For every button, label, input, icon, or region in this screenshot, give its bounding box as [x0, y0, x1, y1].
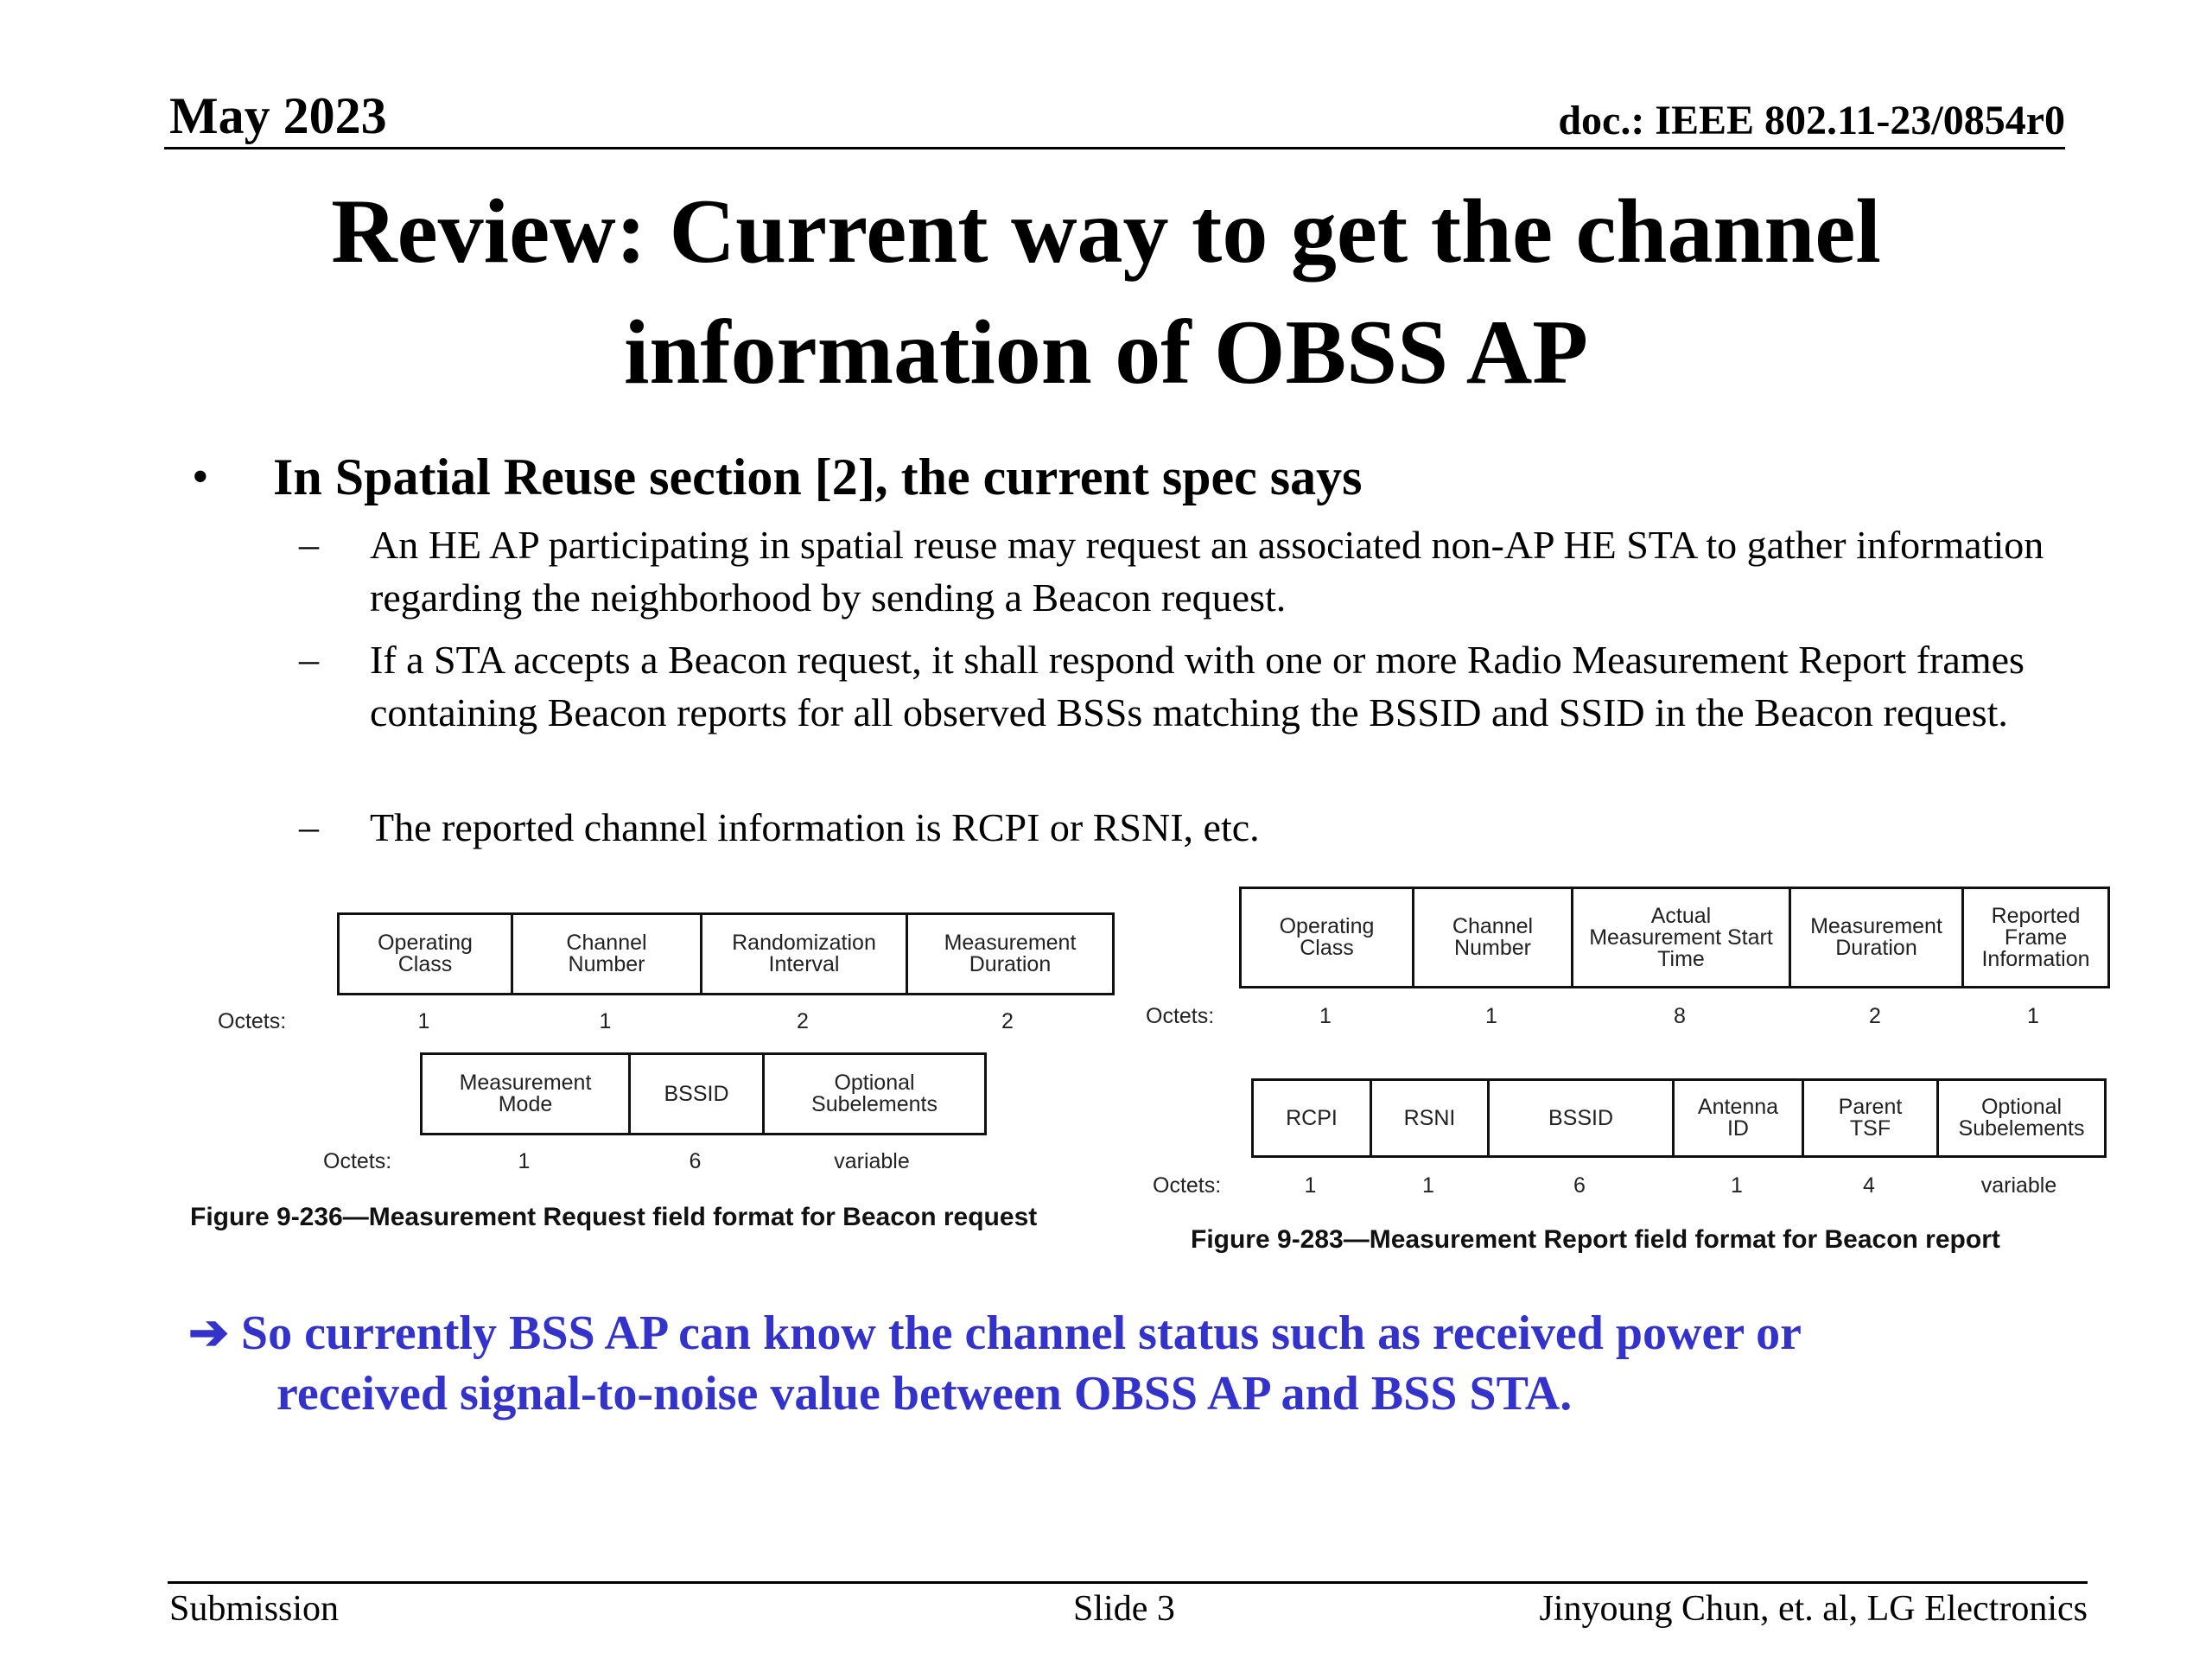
- header-date: May 2023: [169, 87, 387, 144]
- request-field-measurement-duration: Measurement Duration: [944, 931, 1077, 976]
- request-field-channel-number: Channel Number: [513, 915, 702, 993]
- report-octets-row2: [1251, 1173, 2101, 1198]
- report-octets-parent-tsf: 4: [1863, 1173, 1875, 1198]
- header-rule: [164, 147, 2065, 149]
- sub-bullet-dash-2: –: [299, 637, 319, 681]
- request-octets-measurement-duration: 2: [1001, 1009, 1014, 1033]
- report-octets-measurement-duration: 2: [1869, 1004, 1881, 1028]
- report-field-table-row1: [1239, 887, 2110, 988]
- report-octets-actual-measurement-start-time: 8: [1674, 1004, 1686, 1028]
- sub-bullet-dash-3: –: [299, 804, 319, 849]
- report-field-actual-measurement-start-time: Actual Measurement Start Time: [1573, 889, 1791, 986]
- request-field-optional-subelements: Optional Subelements: [811, 1071, 938, 1116]
- report-octets-antenna-id: 1: [1731, 1173, 1743, 1198]
- request-octets-operating-class: 1: [417, 1009, 430, 1033]
- request-octets-randomization-interval: 2: [797, 1009, 809, 1033]
- report-field-rsni: RSNI: [1372, 1081, 1490, 1155]
- request-octets-bssid: 6: [689, 1149, 702, 1173]
- header-doc-id: doc.: IEEE 802.11-23/0854r0: [1558, 98, 2065, 143]
- slide-title-line1: Review: Current way to get the channel: [331, 181, 1881, 282]
- bullet-marker: •: [192, 450, 209, 504]
- report-field-antenna-id: Antenna ID: [1675, 1081, 1804, 1155]
- sub-bullet-dash-1: –: [299, 522, 319, 566]
- request-octets-measurement-mode: 1: [518, 1149, 531, 1173]
- request-octets-label-row2: Octets:: [323, 1149, 392, 1173]
- report-octets-label-row2: Octets:: [1153, 1173, 1222, 1198]
- report-octets-rcpi: 1: [1304, 1173, 1317, 1198]
- conclusion-text: [188, 1303, 2020, 1424]
- slide-title-line2: information of OBSS AP: [623, 302, 1589, 403]
- request-octets-row2: [420, 1149, 982, 1174]
- request-octets-label-row1: Octets:: [218, 1009, 287, 1033]
- report-field-reported-frame-information: Reported Frame Information: [1981, 903, 2090, 971]
- footer-rule: [168, 1581, 2088, 1584]
- report-octets-label-row1: Octets:: [1146, 1004, 1215, 1028]
- report-octets-row1: [1239, 1004, 2105, 1029]
- report-field-table-row2: [1251, 1078, 2107, 1158]
- request-field-table-row1: [337, 912, 1115, 995]
- sub-bullet-2: If a STA accepts a Beacon request, it shall respond with one or more Radio Measurement Report frames containing Beacon reports for all observed BSSs matching the BSSID and SSID in the Beacon request.: [370, 638, 2024, 734]
- footer-author: Jinyoung Chun, et. al, LG Electronics: [1539, 1589, 2088, 1629]
- report-octets-channel-number: 1: [1485, 1004, 1497, 1028]
- arrow-right-icon: ➔: [188, 1306, 229, 1360]
- report-field-channel-number: Channel Number: [1414, 889, 1573, 986]
- request-field-table-row2: [420, 1052, 987, 1135]
- report-octets-rsni: 1: [1422, 1173, 1434, 1198]
- report-field-parent-tsf: Parent TSF: [1804, 1081, 1939, 1155]
- report-field-rcpi: RCPI: [1254, 1081, 1372, 1155]
- request-field-bssid: BSSID: [631, 1055, 765, 1133]
- report-octets-optional-subelements: variable: [1980, 1173, 2057, 1198]
- bullet-main-text: In Spatial Reuse section [2], the current spec says: [273, 448, 1363, 505]
- report-field-bssid: BSSID: [1490, 1081, 1675, 1155]
- conclusion-line1: So currently BSS AP can know the channel status such as received power or: [240, 1306, 1802, 1360]
- sub-bullet-1: An HE AP participating in spatial reuse may request an associated non-AP HE STA to gather information regarding the neighborhood by sending a Beacon request.: [370, 523, 2044, 620]
- report-figure-caption: Figure 9-283—Measurement Report field format for Beacon report: [1191, 1225, 2000, 1254]
- request-figure-caption: Figure 9-236—Measurement Request field format for Beacon request: [190, 1203, 1038, 1231]
- conclusion-line2: received signal-to-noise value between OBSS AP and BSS STA.: [276, 1367, 1573, 1421]
- report-octets-bssid: 6: [1573, 1173, 1586, 1198]
- request-field-operating-class: Operating Class: [340, 915, 513, 993]
- report-octets-reported-frame-information: 1: [2027, 1004, 2039, 1028]
- report-octets-operating-class: 1: [1319, 1004, 1332, 1028]
- sub-bullet-3: The reported channel information is RCPI or RSNI, etc.: [370, 805, 1260, 849]
- footer-slide-number: Slide 3: [1073, 1589, 1175, 1629]
- request-field-measurement-mode: Measurement Mode: [423, 1055, 631, 1133]
- request-field-randomization-interval: Randomization Interval: [702, 915, 908, 993]
- report-field-optional-subelements: Optional Subelements: [1958, 1095, 2085, 1141]
- request-octets-channel-number: 1: [599, 1009, 612, 1033]
- request-octets-optional-subelements: variable: [834, 1149, 910, 1173]
- slide-title: [0, 171, 2212, 413]
- report-field-measurement-duration: Measurement Duration: [1791, 889, 1964, 986]
- request-octets-row1: [337, 1009, 1109, 1034]
- report-field-operating-class: Operating Class: [1242, 889, 1414, 986]
- footer-submission: Submission: [169, 1589, 340, 1629]
